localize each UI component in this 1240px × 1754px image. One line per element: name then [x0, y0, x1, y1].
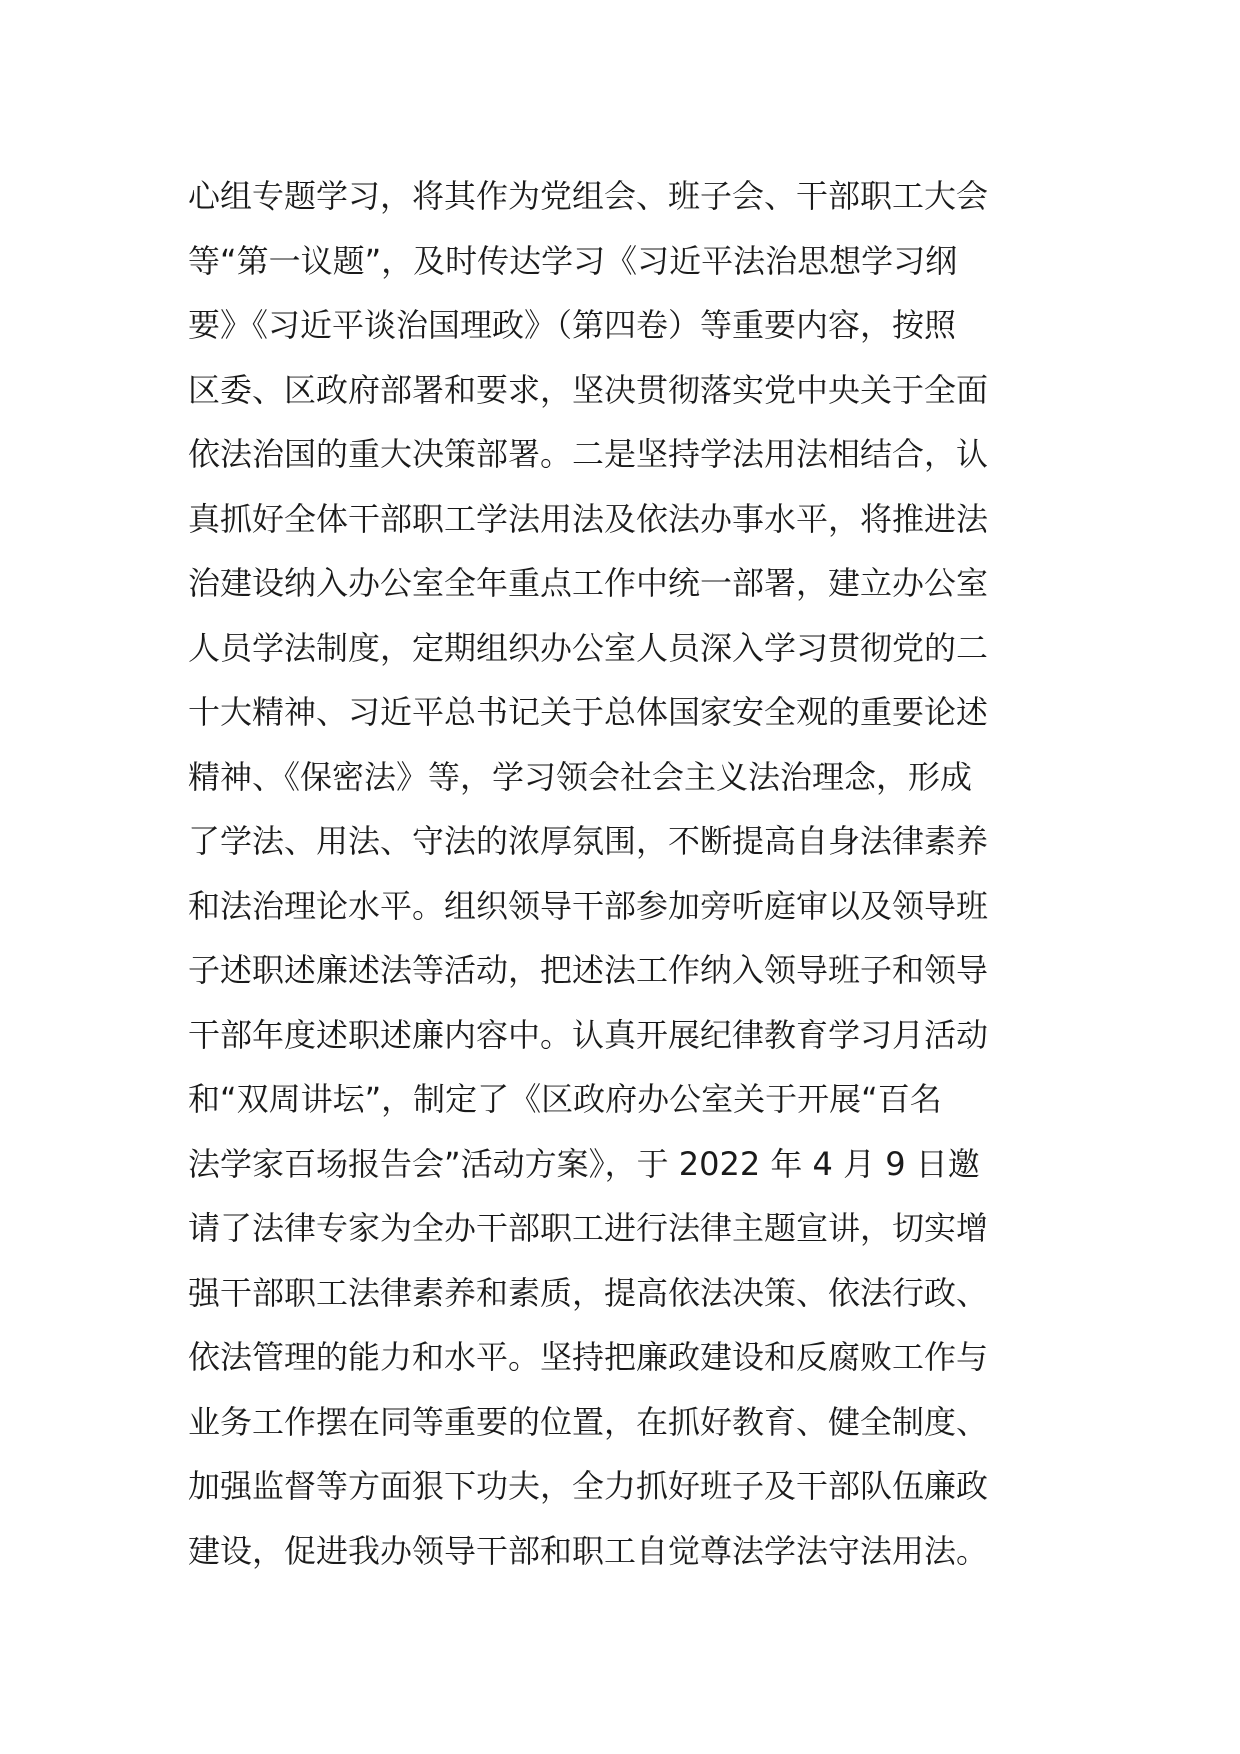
text-line: 和“双周讲坛”，制定了《区政府办公室关于开展“百名	[188, 1080, 942, 1118]
text-line: 子述职述廉述法等活动，把述法工作纳入领导班子和领导	[188, 951, 989, 989]
text-line: 法学家百场报告会”活动方案》，于 2022 年 4 月 9 日邀	[188, 1144, 980, 1183]
text-line: 精神、《保密法》等，学习领会社会主义法治理念，形成	[188, 757, 973, 796]
text-line: 真抓好全体干部职工学法用法及依法办事水平，将推进法	[188, 499, 989, 538]
text-line: 等“第一议题”，及时传达学习《习近平法治思想学习纲	[188, 241, 958, 280]
text-line: 业务工作摆在同等重要的位置，在抓好教育、健全制度、	[188, 1402, 989, 1441]
text-line: 十大精神、习近平总书记关于总体国家安全观的重要论述	[188, 693, 989, 731]
text-line: 建设，促进我办领导干部和职工自觉尊法学法守法用法。	[188, 1531, 989, 1570]
text-line: 心组专题学习，将其作为党组会、班子会、干部职工大会	[188, 177, 989, 215]
text-line: 和法治理论水平。组织领导干部参加旁听庭审以及领导班	[188, 886, 989, 925]
text-line: 区委、区政府部署和要求，坚决贯彻落实党中央关于全面	[188, 370, 989, 409]
text-line: 干部年度述职述廉内容中。认真开展纪律教育学习月活动	[188, 1015, 989, 1054]
text-line: 依法管理的能力和水平。坚持把廉政建设和反腐败工作与	[188, 1338, 989, 1376]
text-line: 依法治国的重大决策部署。二是坚持学法用法相结合，认	[188, 435, 989, 473]
text-line: 强干部职工法律素养和素质，提高依法决策、依法行政、	[188, 1273, 989, 1312]
text-line: 请了法律专家为全办干部职工进行法律主题宣讲，切实增	[188, 1209, 989, 1247]
text-line: 加强监督等方面狠下功夫，全力抓好班子及干部队伍廉政	[188, 1467, 989, 1505]
text-line: 治建设纳入办公室全年重点工作中统一部署，建立办公室	[188, 564, 989, 602]
body-paragraph	[188, 164, 1068, 1583]
text-line: 了学法、用法、守法的浓厚氛围，不断提高自身法律素养	[188, 822, 989, 860]
text-line: 要》《习近平谈治国理政》（第四卷）等重要内容，按照	[188, 306, 957, 344]
text-line: 人员学法制度，定期组织办公室人员深入学习贯彻党的二	[188, 628, 989, 667]
